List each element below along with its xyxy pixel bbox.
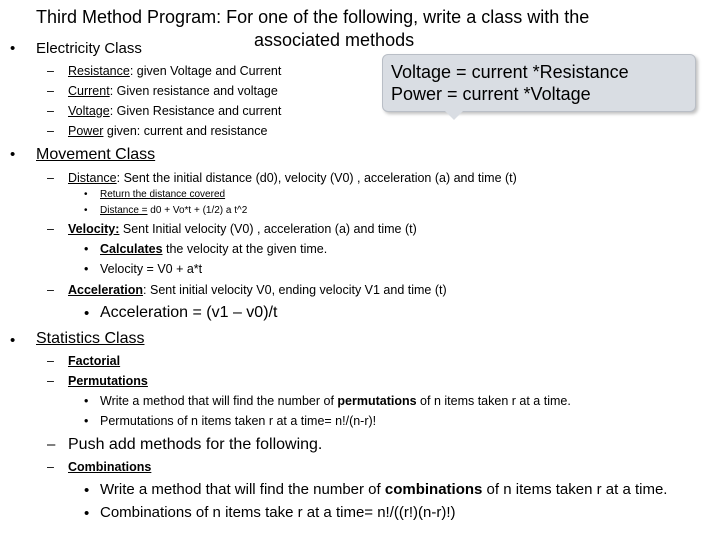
slide-title-line2: associated methods — [254, 30, 415, 50]
item-name: Resistance — [68, 64, 130, 78]
task-text: of n items taken r at a time. — [482, 481, 668, 498]
bullet-icon: • — [10, 40, 16, 57]
bullet-icon: • — [84, 414, 89, 428]
item-name: Distance — [68, 171, 117, 185]
combinations-task — [100, 481, 667, 498]
push-note: Push add methods for the following. — [68, 436, 323, 453]
item-text: : Sent the initial distance (d0), velocity (V0) , acceleration (a) and time (t) — [116, 171, 517, 185]
bullet-icon: • — [84, 505, 90, 522]
callout-power-formula: Power = current *Voltage — [391, 84, 591, 104]
dash-icon: – — [47, 460, 54, 474]
list-item — [68, 84, 278, 98]
task-text: of n items taken r at a time. — [416, 394, 571, 408]
bullet-icon: • — [84, 205, 88, 216]
task-text: Write a method that will find the number of — [100, 481, 385, 498]
acceleration-formula: Acceleration = (v1 – v0)/t — [100, 304, 278, 321]
distance-formula — [100, 205, 247, 216]
callout-pointer — [442, 108, 466, 120]
velocity-item — [68, 222, 417, 236]
task-text: Write a method that will find the number of — [100, 394, 338, 408]
note-text: the velocity at the given time. — [162, 242, 328, 256]
bullet-icon: • — [10, 332, 16, 349]
note-name: Calculates — [100, 242, 163, 256]
bullet-icon: • — [84, 305, 90, 322]
movement-heading: Movement Class — [36, 146, 156, 163]
item-name: Power — [68, 124, 104, 138]
dash-icon: – — [47, 374, 54, 388]
statistics-heading: Statistics Class — [36, 330, 145, 347]
dash-icon: – — [47, 104, 54, 118]
bullet-icon: • — [84, 242, 89, 256]
task-keyword: combinations — [384, 481, 483, 498]
formula-text: d0 + Vo*t + (1/2) a t^2 — [147, 205, 248, 216]
permutations-formula: Permutations of n items taken r at a time= n!/(n-r)! — [100, 414, 377, 428]
item-text: : given Voltage and Current — [129, 64, 282, 78]
callout-voltage-formula: Voltage = current *Resistance — [391, 62, 629, 82]
item-text: : Given resistance and voltage — [109, 84, 278, 98]
electricity-heading: Electricity Class — [36, 40, 142, 57]
callout-text — [391, 61, 629, 105]
dash-icon: – — [47, 354, 54, 368]
bullet-icon: • — [84, 262, 89, 276]
combinations-item: Combinations — [68, 460, 152, 474]
factorial-item: Factorial — [68, 354, 121, 368]
bullet-icon: • — [84, 482, 90, 499]
item-name: Velocity: — [68, 222, 120, 236]
item-name: Acceleration — [68, 283, 144, 297]
dash-icon: – — [47, 436, 56, 453]
item-name: Voltage — [68, 104, 110, 118]
velocity-formula: Velocity = V0 + a*t — [100, 262, 203, 276]
bullet-icon: • — [10, 146, 16, 163]
permutations-task — [100, 394, 571, 408]
formula-callout — [382, 54, 696, 112]
dash-icon: – — [47, 171, 54, 185]
combinations-formula: Combinations of n items take r at a time= n!/((r!)(n-r)!) — [100, 504, 456, 521]
bullet-icon: • — [84, 189, 88, 200]
formula-name: Distance = — [100, 205, 148, 216]
item-text: : Sent initial velocity V0, ending velocity V1 and time (t) — [143, 283, 447, 297]
item-text: given: current and resistance — [103, 124, 268, 138]
dash-icon: – — [47, 64, 54, 78]
velocity-calc-note — [100, 242, 327, 256]
dash-icon: – — [47, 283, 54, 297]
item-text: Sent Initial velocity (V0) , acceleration (a) and time (t) — [119, 222, 417, 236]
item-name: Current — [68, 84, 110, 98]
list-item — [68, 64, 281, 78]
distance-return-note: Return the distance covered — [100, 189, 226, 200]
slide-title-line1: Third Method Program: For one of the following, write a class with the — [36, 7, 590, 27]
permutations-item: Permutations — [68, 374, 148, 388]
dash-icon: – — [47, 124, 54, 138]
distance-item — [68, 171, 517, 185]
task-keyword: permutations — [337, 394, 417, 408]
dash-icon: – — [47, 222, 54, 236]
acceleration-item — [68, 283, 447, 297]
dash-icon: – — [47, 84, 54, 98]
item-text: : Given Resistance and current — [109, 104, 282, 118]
list-item — [68, 104, 281, 118]
list-item — [68, 124, 267, 138]
bullet-icon: • — [84, 394, 89, 408]
